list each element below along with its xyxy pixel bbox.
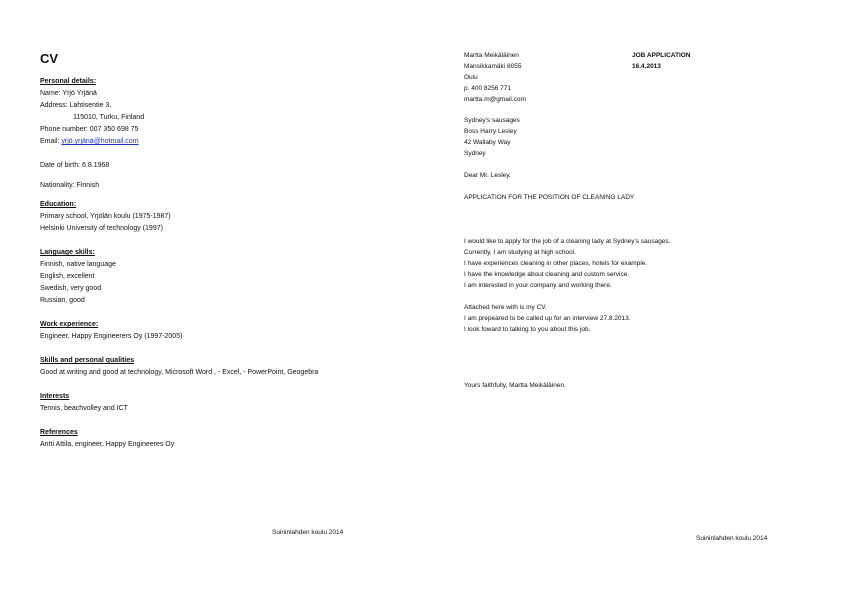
language-skills-section <box>40 247 116 307</box>
paragraph-line: I have experiences cleaning in other places, hotels for example. <box>464 260 648 267</box>
cv-address-line-2: 115010, Turku, Finland <box>73 114 145 121</box>
cv-email-link[interactable]: yrjö.yrjänä@hotmail.com <box>61 138 139 145</box>
language-item: Russian, good <box>40 297 85 304</box>
sender-email: martta.m@gmail.com <box>464 96 526 103</box>
salutation: Dear Mr. Lesley, <box>464 172 511 179</box>
sender-line: Oulu <box>464 74 478 81</box>
skills-heading: Skills and personal qualities <box>40 357 135 364</box>
interests-heading: Interests <box>40 393 70 400</box>
paragraph-line: Attached here with is my CV. <box>464 304 547 311</box>
cv-name: Name: Yrjö Yrjänä <box>40 90 97 97</box>
work-experience-section <box>40 319 182 343</box>
paragraph-line: I would like to apply for the job of a cleaning lady at Sydney's sausages. <box>464 238 671 245</box>
recipient-line: Sydney's sausages <box>464 117 520 124</box>
letter-paragraph-1 <box>464 236 670 291</box>
skills-section <box>40 355 318 379</box>
cv-birth-date <box>40 160 109 172</box>
cv-email-label: Email: <box>40 138 62 145</box>
personal-details-section <box>40 76 144 148</box>
work-experience-heading: Work experience: <box>40 321 99 328</box>
language-item: Finnish, native language <box>40 261 116 268</box>
letter-footer: Suininlahden koulu 2014 <box>696 535 768 542</box>
paragraph-line: Currently, I am studying at high school. <box>464 249 576 256</box>
cv-nationality-text: Nationality: Finnish <box>40 182 100 189</box>
cv-phone: Phone number: 007 350 698 75 <box>40 126 139 133</box>
education-item: Helsinki University of technology (1997) <box>40 225 163 232</box>
language-item: English, excellent <box>40 273 95 280</box>
language-skills-heading: Language skills: <box>40 249 95 256</box>
interests-section <box>40 391 128 415</box>
sender-line: Martta Meikäläinen <box>464 52 519 59</box>
education-item: Primary school, Yrjölän koulu (1975-1987) <box>40 213 171 220</box>
education-section <box>40 199 171 235</box>
job-application-label: JOB APPLICATION <box>632 52 691 59</box>
interests-item: Tennis, beachvolley and ICT <box>40 405 128 412</box>
recipient-line: Boss Harry Lesley <box>464 128 517 135</box>
recipient-block <box>464 115 520 159</box>
recipient-line: Sydney <box>464 150 486 157</box>
job-application-header <box>632 50 691 72</box>
cv-nationality <box>40 180 99 192</box>
cv-birth-text: Date of birth: 6.8.1968 <box>40 162 110 169</box>
language-item: Swedish, very good <box>40 285 102 292</box>
cv-title: CV <box>40 51 59 66</box>
letter-subject: APPLICATION FOR THE POSITION OF CLEANING LADY <box>464 194 635 201</box>
letter-paragraph-2 <box>464 302 631 335</box>
cv-email-row <box>40 136 144 148</box>
letter-page <box>424 0 848 600</box>
skills-item: Good at writing and good at technology, Microsoft Word , - Excel, - PowerPoint, Geogebra <box>40 369 319 376</box>
paragraph-line: I am prepeared to be called up for an interview 27.8.2013. <box>464 315 631 322</box>
letter-closing: Yours faithfully, Martta Meikäläinen. <box>464 382 566 389</box>
sender-line: Mansikkamäki 8055 <box>464 63 522 70</box>
paragraph-line: I look foward to talking to you about this job. <box>464 326 591 333</box>
sender-line: p. 400 8256 771 <box>464 85 511 92</box>
cv-footer: Suininlahden koulu 2014 <box>272 529 344 536</box>
work-item: Engineer, Happy Engineerers Oy (1997-2005) <box>40 333 183 340</box>
paragraph-line: I have the knowledge about cleaning and custom service. <box>464 271 630 278</box>
cv-address-line-1: Address: Lahtisentie 3, <box>40 102 112 109</box>
references-item: Antti Attila, engineer, Happy Engineeres Oy <box>40 441 175 448</box>
references-section <box>40 427 174 451</box>
education-heading: Education: <box>40 201 77 208</box>
personal-details-heading: Personal details: <box>40 78 97 85</box>
letter-date: 16.4.2013 <box>632 63 661 70</box>
recipient-line: 42 Wallaby Way <box>464 139 511 146</box>
references-heading: References <box>40 429 78 436</box>
sender-block <box>464 50 526 105</box>
paragraph-line: I am interested in your company and working there. <box>464 282 612 289</box>
